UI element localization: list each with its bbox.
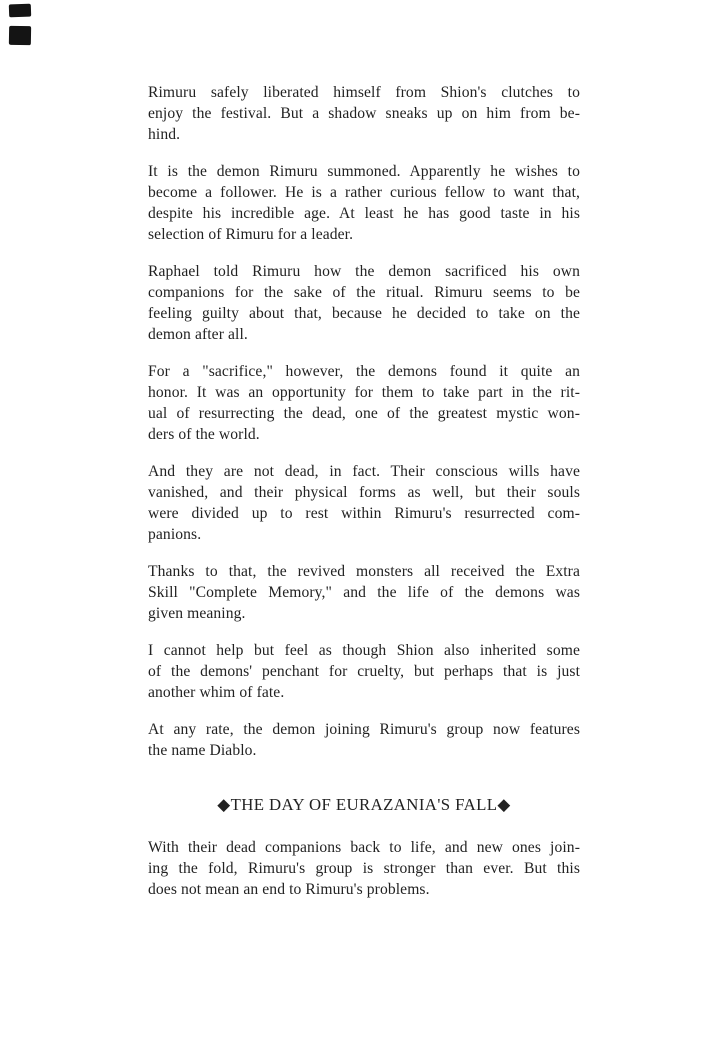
text-line: enjoy the festival. But a shadow sneaks up on him from be- bbox=[148, 105, 580, 122]
text-line: At any rate, the demon joining Rimuru's group now features bbox=[148, 721, 580, 738]
text-line: Raphael told Rimuru how the demon sacrificed his own bbox=[148, 263, 580, 280]
text-line: demon after all. bbox=[148, 326, 248, 343]
text-line: And they are not dead, in fact. Their conscious wills have bbox=[148, 463, 580, 480]
text-line: Thanks to that, the revived monsters all received the Extra bbox=[148, 563, 580, 580]
text-line: were divided up to rest within Rimuru's resurrected com- bbox=[148, 505, 580, 522]
paragraph bbox=[148, 837, 580, 900]
text-line: I cannot help but feel as though Shion also inherited some bbox=[148, 642, 580, 659]
text-line: ders of the world. bbox=[148, 426, 260, 443]
text-line: ual of resurrecting the dead, one of the greatest mystic won- bbox=[148, 405, 580, 422]
text-line: With their dead companions back to life, and new ones join- bbox=[148, 839, 580, 856]
text-line: panions. bbox=[148, 526, 202, 543]
corner-ink-mark-bottom bbox=[9, 26, 31, 45]
paragraph bbox=[148, 640, 580, 703]
text-line: Skill "Complete Memory," and the life of the demons was bbox=[148, 584, 580, 601]
paragraph bbox=[148, 361, 580, 445]
text-line: feeling guilty about that, because he decided to take on the bbox=[148, 305, 580, 322]
paragraph bbox=[148, 261, 580, 345]
paragraph bbox=[148, 719, 580, 761]
paragraph bbox=[148, 161, 580, 245]
text-line: another whim of fate. bbox=[148, 684, 285, 701]
paragraph bbox=[148, 82, 580, 145]
text-line: ing the fold, Rimuru's group is stronger than ever. But this bbox=[148, 860, 580, 877]
text-line: For a "sacrifice," however, the demons found it quite an bbox=[148, 363, 580, 380]
text-line: selection of Rimuru for a leader. bbox=[148, 226, 354, 243]
text-line: given meaning. bbox=[148, 605, 246, 622]
text-line: the name Diablo. bbox=[148, 742, 257, 759]
text-line: companions for the sake of the ritual. Rimuru seems to be bbox=[148, 284, 580, 301]
section-heading: ◆THE DAY OF EURAZANIA'S FALL◆ bbox=[217, 795, 511, 814]
text-line: of the demons' penchant for cruelty, but perhaps that is just bbox=[148, 663, 580, 680]
paragraph bbox=[148, 461, 580, 545]
text-line: honor. It was an opportunity for them to take part in the rit- bbox=[148, 384, 580, 401]
text-line: Rimuru safely liberated himself from Shion's clutches to bbox=[148, 84, 580, 101]
text-line: does not mean an end to Rimuru's problems. bbox=[148, 881, 430, 898]
text-line: vanished, and their physical forms as well, but their souls bbox=[148, 484, 580, 501]
text-column bbox=[148, 82, 580, 916]
corner-ink-mark-top bbox=[9, 4, 31, 18]
text-line: become a follower. He is a rather curious fellow to want that, bbox=[148, 184, 580, 201]
paragraph bbox=[148, 561, 580, 624]
text-line: hind. bbox=[148, 126, 181, 143]
text-line: It is the demon Rimuru summoned. Apparently he wishes to bbox=[148, 163, 580, 180]
text-line: despite his incredible age. At least he has good taste in his bbox=[148, 205, 580, 222]
